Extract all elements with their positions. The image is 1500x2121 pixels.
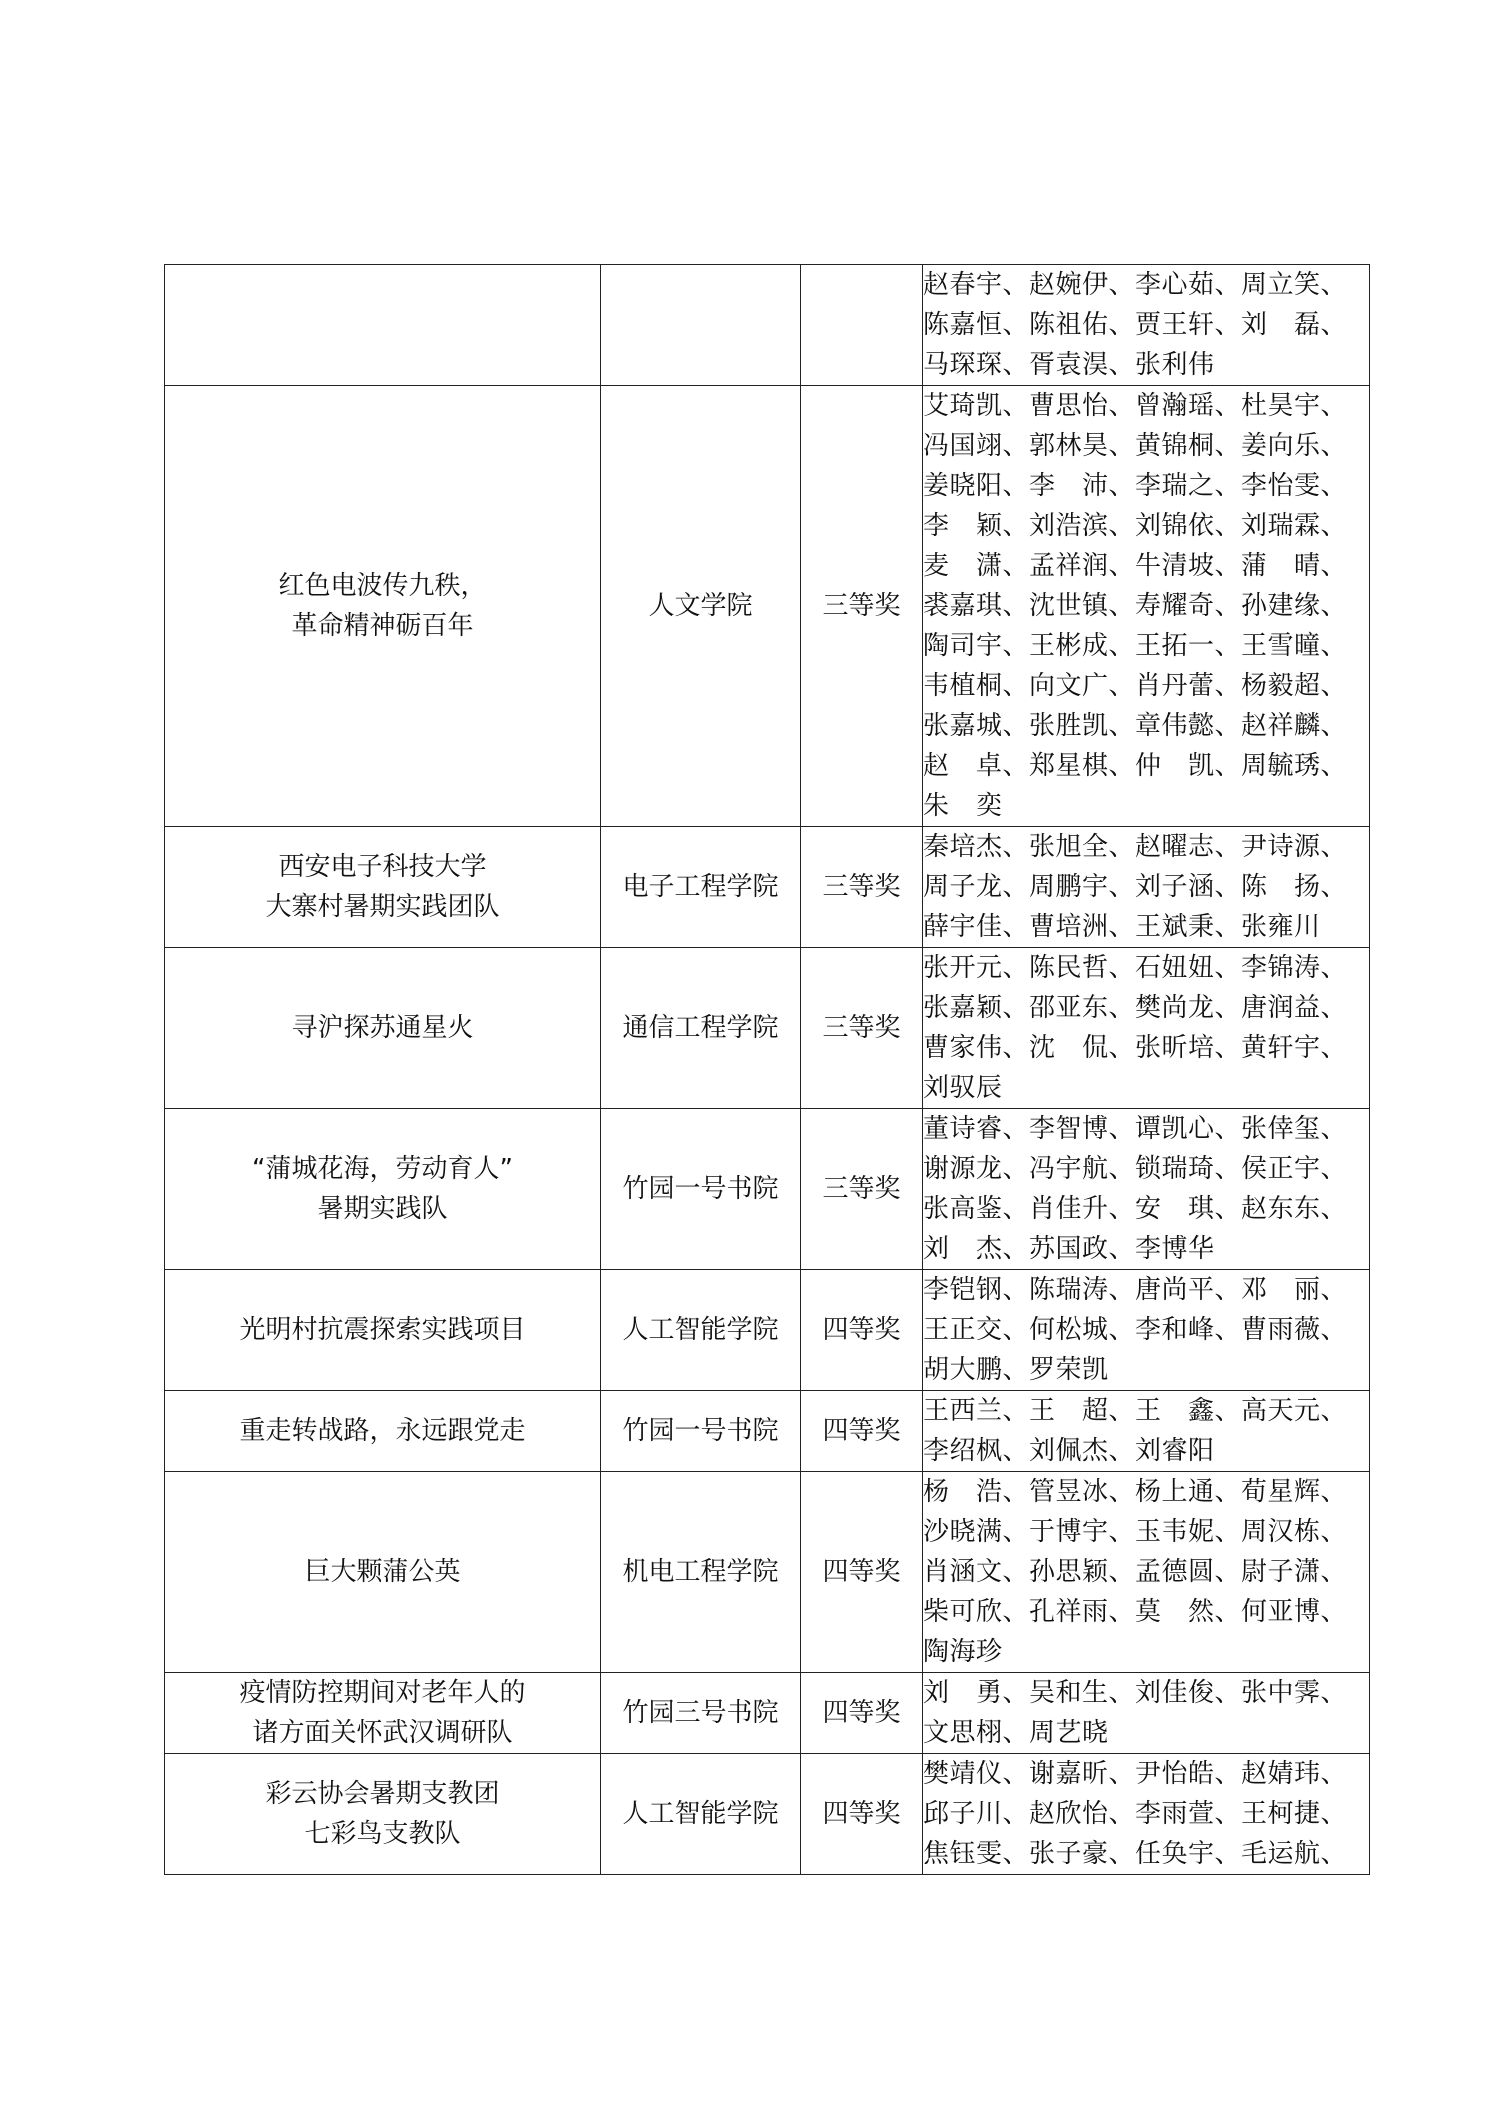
project-name-line: “蒲城花海，劳动育人” [252, 1154, 513, 1184]
table-row [165, 1673, 1370, 1754]
member-names-line: 赵 卓、郑星棋、仲 凯、周毓琇、 [923, 751, 1348, 781]
member-names-line: 刘 勇、吴和生、刘佳俊、张中霁、 [923, 1678, 1348, 1708]
project-name-cell [165, 1673, 601, 1754]
college-cell: 人工智能学院 [601, 1754, 801, 1875]
members-cell [923, 1472, 1370, 1673]
award-level-cell: 三等奖 [801, 827, 923, 948]
college-cell: 人工智能学院 [601, 1270, 801, 1391]
project-name-cell [165, 1754, 601, 1875]
member-names-line: 文思栩、周艺晓 [923, 1718, 1109, 1748]
table-row [165, 948, 1370, 1109]
member-names-line: 朱 奕 [923, 791, 1003, 821]
members-cell [923, 1673, 1370, 1754]
members-cell [923, 1270, 1370, 1391]
college-cell: 机电工程学院 [601, 1472, 801, 1673]
award-level-cell: 三等奖 [801, 948, 923, 1109]
member-names-line: 张嘉城、张胜凯、章伟懿、赵祥麟、 [923, 711, 1348, 741]
table-row [165, 386, 1370, 827]
member-names-line: 董诗睿、李智博、谭凯心、张倖玺、 [923, 1114, 1348, 1144]
college-cell [601, 265, 801, 386]
table-row [165, 827, 1370, 948]
member-names-line: 陈嘉恒、陈祖佑、贾王轩、刘 磊、 [923, 310, 1348, 340]
table-row [165, 1270, 1370, 1391]
member-names-line: 冯国翊、郭林昊、黄锦桐、姜向乐、 [923, 431, 1348, 461]
project-name-cell [165, 1109, 601, 1270]
member-names-line: 周子龙、周鹏宇、刘子涵、陈 扬、 [923, 872, 1348, 902]
members-cell [923, 1391, 1370, 1472]
member-names-line: 李铠钢、陈瑞涛、唐尚平、邓 丽、 [923, 1275, 1348, 1305]
member-names-line: 杨 浩、管昱冰、杨上通、荀星辉、 [923, 1477, 1348, 1507]
project-name-cell [165, 1472, 601, 1673]
project-name-line: 巨大颗蒲公英 [304, 1557, 461, 1587]
members-cell [923, 1754, 1370, 1875]
member-names-line: 刘驭辰 [923, 1073, 1003, 1103]
member-names-line: 柴可欣、孔祥雨、莫 然、何亚博、 [923, 1597, 1348, 1627]
award-level-cell: 四等奖 [801, 1673, 923, 1754]
awards-table [164, 264, 1370, 1875]
project-name-cell [165, 827, 601, 948]
members-cell [923, 827, 1370, 948]
member-names-line: 陶海珍 [923, 1637, 1003, 1667]
member-names-line: 裘嘉琪、沈世镇、寿耀奇、孙建缘、 [923, 591, 1348, 621]
college-cell: 人文学院 [601, 386, 801, 827]
member-names-line: 韦植桐、向文广、肖丹蕾、杨毅超、 [923, 671, 1348, 701]
member-names-line: 艾琦凯、曹思怡、曾瀚瑶、杜昊宇、 [923, 391, 1348, 421]
award-level-cell: 四等奖 [801, 1754, 923, 1875]
college-cell: 通信工程学院 [601, 948, 801, 1109]
award-level-cell [801, 265, 923, 386]
table-row [165, 265, 1370, 386]
project-name-line: 大寨村暑期实践团队 [265, 892, 500, 922]
college-cell: 竹园三号书院 [601, 1673, 801, 1754]
college-cell: 电子工程学院 [601, 827, 801, 948]
members-cell [923, 948, 1370, 1109]
award-level-cell: 四等奖 [801, 1472, 923, 1673]
project-name-line: 疫情防控期间对老年人的 [239, 1678, 526, 1708]
member-names-line: 秦培杰、张旭全、赵曜志、尹诗源、 [923, 832, 1348, 862]
member-names-line: 焦钰雯、张子豪、任奂宇、毛运航、 [923, 1839, 1348, 1869]
member-names-line: 张嘉颖、邵亚东、樊尚龙、唐润益、 [923, 993, 1348, 1023]
project-name-cell [165, 265, 601, 386]
members-cell [923, 386, 1370, 827]
table-row [165, 1754, 1370, 1875]
member-names-line: 张高鉴、肖佳升、安 琪、赵东东、 [923, 1194, 1348, 1224]
member-names-line: 刘 杰、苏国政、李博华 [923, 1234, 1215, 1264]
project-name-cell [165, 948, 601, 1109]
member-names-line: 张开元、陈民哲、石妞妞、李锦涛、 [923, 953, 1348, 983]
member-names-line: 赵春宇、赵婉伊、李心茹、周立笑、 [923, 270, 1348, 300]
member-names-line: 麦 潇、孟祥润、牛清坡、蒲 晴、 [923, 551, 1348, 581]
table-row [165, 1472, 1370, 1673]
member-names-line: 王西兰、王 超、王 鑫、高天元、 [923, 1396, 1348, 1426]
project-name-line: 重走转战路，永远跟党走 [239, 1416, 526, 1446]
member-names-line: 沙晓满、于博宇、玉韦妮、周汉栋、 [923, 1517, 1348, 1547]
project-name-cell [165, 1391, 601, 1472]
project-name-line: 革命精神砺百年 [291, 611, 474, 641]
member-names-line: 马琛琛、胥袁淏、张利伟 [923, 350, 1215, 380]
members-cell [923, 1109, 1370, 1270]
project-name-cell [165, 1270, 601, 1391]
award-level-cell: 四等奖 [801, 1391, 923, 1472]
award-level-cell: 三等奖 [801, 386, 923, 827]
members-cell [923, 265, 1370, 386]
award-level-cell: 四等奖 [801, 1270, 923, 1391]
member-names-line: 谢源龙、冯宇航、锁瑞琦、侯正宇、 [923, 1154, 1348, 1184]
awards-table-body [165, 265, 1370, 1875]
member-names-line: 曹家伟、沈 侃、张昕培、黄轩宇、 [923, 1033, 1348, 1063]
member-names-line: 姜晓阳、李 沛、李瑞之、李怡雯、 [923, 471, 1348, 501]
table-row [165, 1109, 1370, 1270]
award-level-cell: 三等奖 [801, 1109, 923, 1270]
member-names-line: 薛宇佳、曹培洲、王斌秉、张雍川 [923, 912, 1321, 942]
project-name-line: 寻沪探苏通星火 [291, 1013, 474, 1043]
member-names-line: 李绍枫、刘佩杰、刘睿阳 [923, 1436, 1215, 1466]
member-names-line: 李 颖、刘浩滨、刘锦依、刘瑞霖、 [923, 511, 1348, 541]
member-names-line: 邱子川、赵欣怡、李雨萱、王柯捷、 [923, 1799, 1348, 1829]
project-name-line: 七彩鸟支教队 [304, 1819, 461, 1849]
table-row [165, 1391, 1370, 1472]
project-name-line: 诸方面关怀武汉调研队 [252, 1718, 513, 1748]
college-cell: 竹园一号书院 [601, 1391, 801, 1472]
member-names-line: 樊靖仪、谢嘉昕、尹怡皓、赵婧玮、 [923, 1759, 1348, 1789]
member-names-line: 胡大鹏、罗荣凯 [923, 1355, 1109, 1385]
project-name-line: 暑期实践队 [317, 1194, 448, 1224]
project-name-line: 红色电波传九秩， [278, 571, 487, 601]
project-name-line: 光明村抗震探索实践项目 [239, 1315, 526, 1345]
project-name-line: 西安电子科技大学 [278, 852, 487, 882]
project-name-cell [165, 386, 601, 827]
member-names-line: 王正交、何松城、李和峰、曹雨薇、 [923, 1315, 1348, 1345]
project-name-line: 彩云协会暑期支教团 [265, 1779, 500, 1809]
member-names-line: 陶司宇、王彬成、王拓一、王雪曈、 [923, 631, 1348, 661]
member-names-line: 肖涵文、孙思颖、孟德圆、尉子潇、 [923, 1557, 1348, 1587]
college-cell: 竹园一号书院 [601, 1109, 801, 1270]
